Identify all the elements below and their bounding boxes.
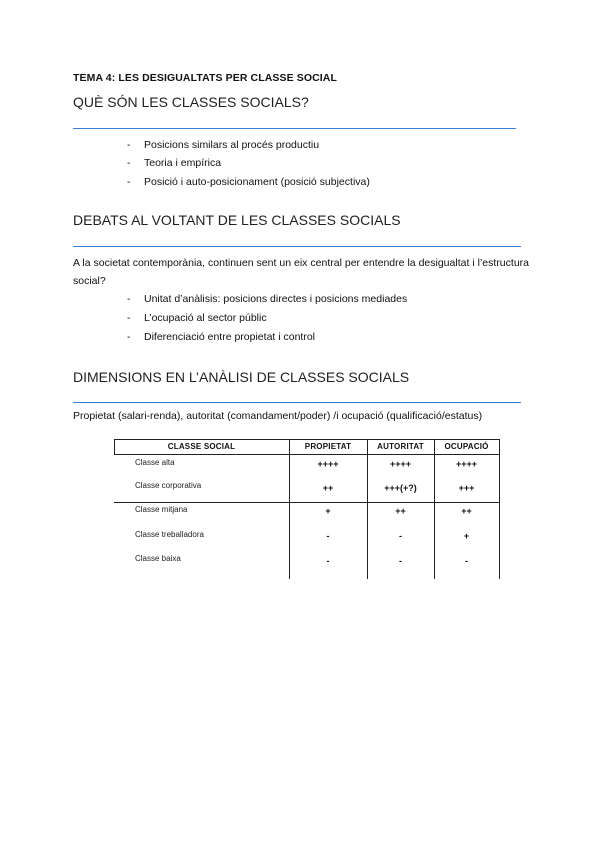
section-heading-3: DIMENSIONS EN L’ANÀLISI DE CLASSES SOCIALS: [73, 369, 410, 385]
cell-ocupacio: ++++: [455, 459, 478, 469]
paragraph: A la societat contemporània, continuen sent un eix central per entendre la desigualtat i l’estructura social?: [73, 257, 529, 287]
dimensions-line: Propietat (salari-renda), autoritat (comandament/poder) /i ocupació (qualificació/estatus): [73, 410, 483, 422]
cell-autoritat: -: [399, 531, 402, 541]
section-heading-1: QUÈ SÓN LES CLASSES SOCIALS?: [73, 94, 309, 110]
table-header: AUTORITAT: [377, 442, 424, 451]
table-header: OCUPACIÓ: [444, 442, 489, 451]
cell-ocupacio: +: [463, 531, 470, 541]
section-rule-1: [73, 128, 516, 129]
document-title: TEMA 4: LES DESIGUALTATS PER CLASSE SOCIAL: [73, 72, 337, 84]
cell-propietat: ++: [322, 483, 334, 493]
cell-propietat: +: [325, 506, 331, 516]
section-heading-2: DEBATS AL VOLTANT DE LES CLASSES SOCIALS: [73, 212, 401, 228]
list-item: - L’ocupació al sector públic: [127, 312, 267, 324]
cell-ocupacio: +++: [458, 483, 475, 493]
row-label: Classe mitjana: [135, 505, 188, 514]
cell-autoritat: +++(+?): [384, 483, 417, 493]
section-rule-2: [73, 246, 521, 247]
table-header: CLASSE SOCIAL: [167, 442, 236, 451]
cell-autoritat: -: [399, 556, 402, 566]
section-rule-3: [73, 402, 521, 403]
list-item: - Unitat d’anàlisis: posicions directes i posicions mediades: [127, 293, 408, 305]
row-label: Classe alta: [135, 458, 175, 467]
list-item: - Posicions similars al procés productiu: [127, 139, 320, 151]
cell-propietat: -: [326, 556, 330, 566]
row-label: Classe treballadora: [135, 530, 204, 539]
cell-propietat: -: [326, 531, 330, 541]
row-label: Classe baixa: [135, 554, 181, 563]
classes-table: [114, 439, 500, 579]
cell-autoritat: ++++: [389, 459, 412, 469]
cell-ocupacio: ++: [461, 506, 472, 516]
row-label: Classe corporativa: [135, 481, 202, 490]
cell-autoritat: ++: [395, 506, 406, 516]
table-header: PROPIETAT: [304, 442, 352, 451]
list-item: - Teoria i empírica: [127, 157, 222, 169]
list-item: - Posició i auto-posicionament (posició subjectiva): [127, 176, 370, 188]
cell-ocupacio: -: [465, 556, 468, 566]
cell-propietat: ++++: [317, 459, 339, 469]
list-item: - Diferenciació entre propietat i control: [127, 331, 316, 343]
